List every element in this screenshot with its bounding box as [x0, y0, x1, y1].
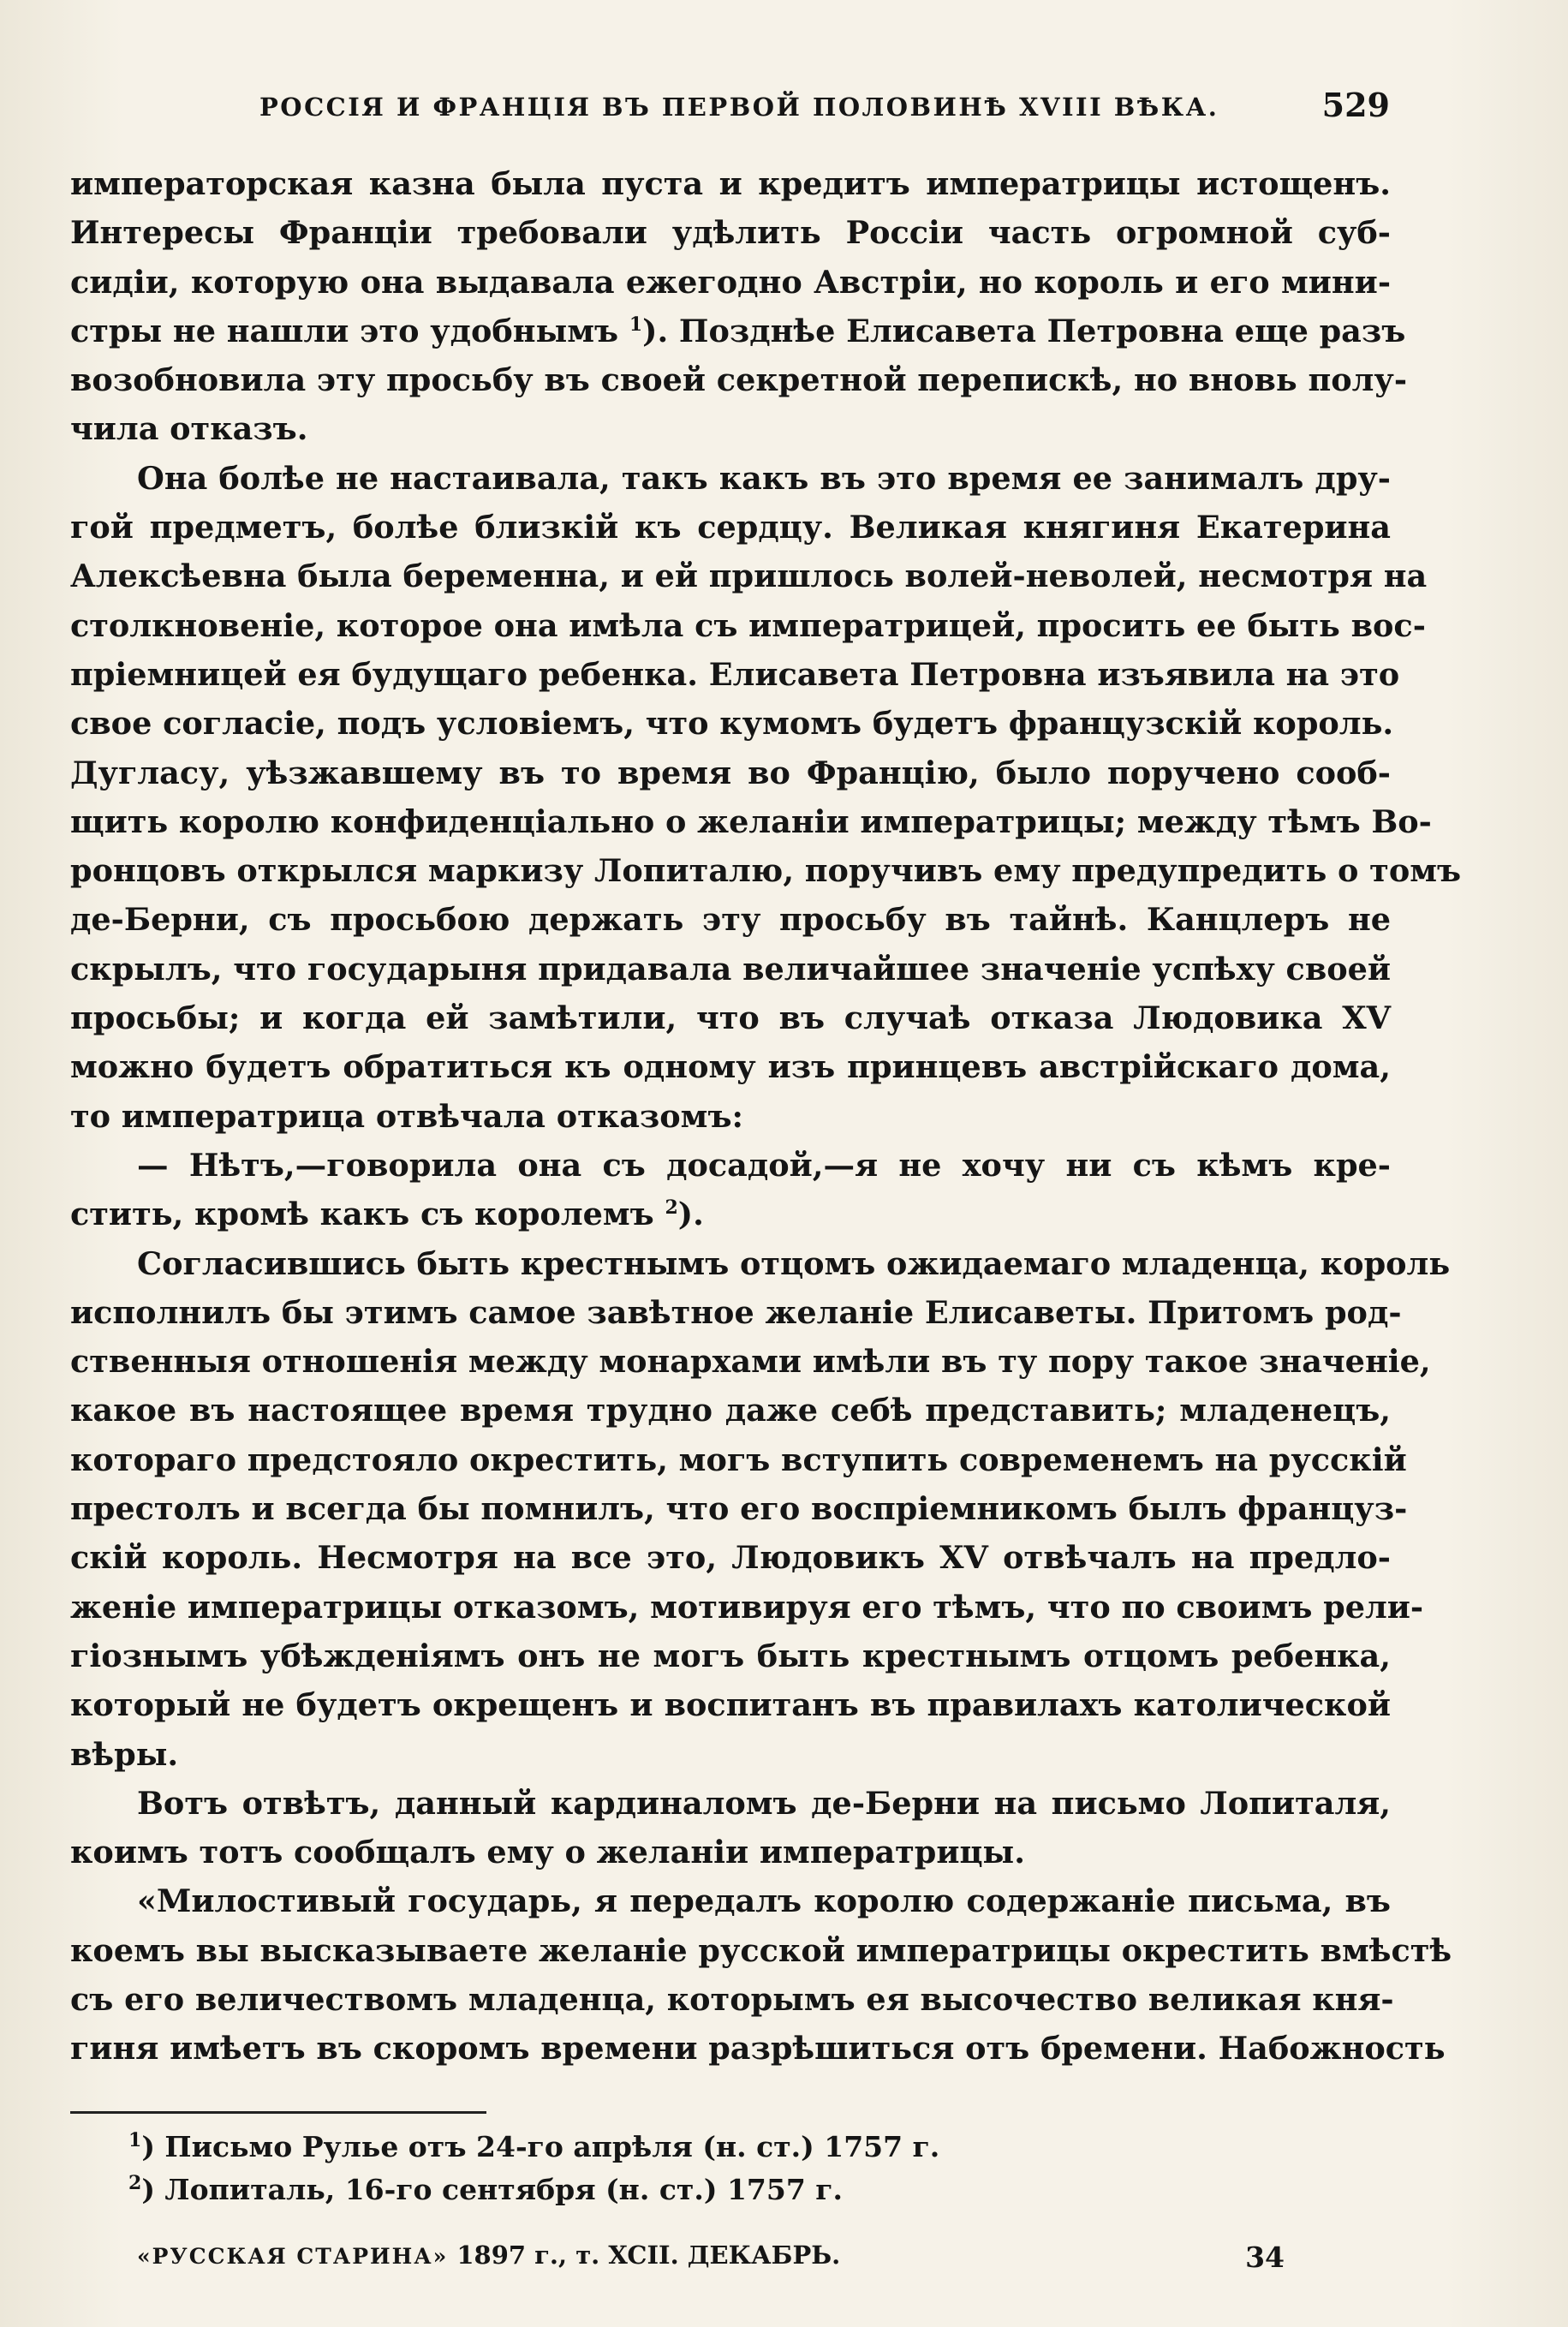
- text-line: Вотъ отвѣтъ, данный кардиналомъ де-Берни на письмо Лопиталя,: [137, 1784, 1391, 1822]
- text-line: гіознымъ убѣжденіямъ онъ не могъ быть крестнымъ отцомъ ребенка,: [70, 1637, 1391, 1674]
- page-footer: [137, 2240, 1285, 2283]
- page-number: 529: [1321, 86, 1390, 124]
- text-line: чила отказъ.: [70, 410, 308, 448]
- text-line: котораго предстояло окрестить, могъ вступить современемъ на русскій: [70, 1441, 1407, 1478]
- text-line: съ его величествомъ младенца, которымъ ея высочество великая кня-: [70, 1980, 1394, 2018]
- text-line: свое согласіе, подъ условіемъ, что кумомъ будетъ французскій король.: [70, 705, 1394, 743]
- text-line: женіе императрицы отказомъ, мотивируя его тѣмъ, что по своимъ рели-: [70, 1588, 1424, 1626]
- text-line: сидіи, которую она выдавала ежегодно Австріи, но король и его мини-: [70, 263, 1391, 301]
- footnote-1: [128, 2126, 1379, 2169]
- text-line: Она болѣе не настаивала, такъ какъ въ это время ее занималъ дру-: [137, 459, 1391, 497]
- paragraph-1: [70, 159, 1408, 454]
- text-line: престолъ и всегда бы помнилъ, что его воспріемникомъ былъ француз-: [70, 1490, 1408, 1528]
- text-line: «Милостивый государь, я передалъ королю содержаніе письма, въ: [137, 1882, 1391, 1920]
- text-line: гой предметъ, болѣе близкій къ сердцу. Великая княгиня Екатерина: [70, 509, 1391, 546]
- sheet-number: 34: [1245, 2240, 1285, 2274]
- text-line: [70, 1190, 1391, 1238]
- journal-info: 1897 г., т. XCII. ДЕКАБРЬ.: [448, 2240, 841, 2270]
- paragraph-4: [70, 1239, 1451, 1779]
- footnote-mark: 2: [128, 2172, 142, 2194]
- text-line: можно будетъ обратиться къ одному изъ принцевъ австрійскаго дома,: [70, 1048, 1391, 1086]
- paragraph-5: [70, 1779, 1391, 1877]
- footnote-text: ) Письмо Рулье отъ 24-го апрѣля (н. ст.) 1757 г.: [141, 2130, 940, 2163]
- journal-signature: [137, 2240, 840, 2270]
- footnote-ref: 2: [665, 1196, 678, 1220]
- journal-title: «РУССКАЯ СТАРИНА»: [137, 2244, 449, 2269]
- text-line: ственныя отношенія между монархами имѣли въ ту пору такое значеніе,: [70, 1343, 1431, 1381]
- text-line: щить королю конфиденціально о желаніи императрицы; между тѣмъ Во-: [70, 803, 1432, 840]
- text-line: гиня имѣетъ въ скоромъ времени разрѣшиться отъ бремени. Набожность: [70, 2030, 1446, 2067]
- text-line: коемъ вы высказываете желаніе русской императрицы окрестить вмѣстѣ: [70, 1931, 1452, 1969]
- footnote-text: ) Лопиталь, 16-го сентября (н. ст.) 1757 г.: [141, 2173, 843, 2206]
- text-fragment: ).: [677, 1196, 704, 1233]
- text-line: Алексѣевна была беременна, и ей пришлось волей-неволей, несмотря на: [70, 558, 1428, 595]
- text-line: какое въ настоящее время трудно даже себѣ представить; младенецъ,: [70, 1392, 1391, 1429]
- paragraph-6: [70, 1877, 1452, 2073]
- text-line: пріемницей ея будущаго ребенка. Елисавета Петровна изъявила на это: [70, 655, 1400, 693]
- body-text: [70, 159, 1462, 2073]
- text-line: столкновеніе, которое она имѣла съ императрицей, просить ее быть вос-: [70, 606, 1426, 644]
- text-line: Согласившись быть крестнымъ отцомъ ожидаемаго младенца, король: [137, 1244, 1451, 1282]
- text-fragment: стры не нашли это удобнымъ: [70, 312, 619, 349]
- text-line: Интересы Франціи требовали удѣлить Россіи часть огромной суб-: [70, 214, 1391, 252]
- text-line: де-Берни, съ просьбою держать эту просьбу въ тайнѣ. Канцлеръ не: [70, 901, 1391, 939]
- footnote-mark: 1: [128, 2129, 142, 2151]
- running-title: РОССІЯ И ФРАНЦІЯ ВЪ ПЕРВОЙ ПОЛОВИНѢ XVIII ВѢКА.: [259, 92, 1219, 122]
- text-line: [70, 307, 1406, 355]
- text-line: скрылъ, что государыня придавала величайшее значеніе успѣху своей: [70, 950, 1392, 987]
- page-header: [75, 82, 1390, 142]
- footnote-ref: 1: [629, 313, 643, 336]
- text-line: исполнилъ бы этимъ самое завѣтное желаніе Елисаветы. Притомъ род-: [70, 1293, 1402, 1331]
- text-line: — Нѣтъ,—говорила она съ досадой,—я не хочу ни съ кѣмъ кре-: [137, 1146, 1391, 1184]
- text-fragment: ). Позднѣе Елисавета Петровна еще разъ: [642, 312, 1406, 349]
- footnote-2: [128, 2169, 1379, 2211]
- text-line: вѣры.: [70, 1735, 179, 1773]
- text-line: скій король. Несмотря на все это, Людовикъ XV отвѣчалъ на предло-: [70, 1539, 1391, 1577]
- text-fragment: стить, кромѣ какъ съ королемъ: [70, 1196, 654, 1233]
- text-line: Дугласу, уѣзжавшему въ то время во Францію, было поручено сооб-: [70, 754, 1391, 791]
- text-line: который не будетъ окрещенъ и воспитанъ въ правилахъ католической: [70, 1686, 1391, 1724]
- text-line: то императрица отвѣчала отказомъ:: [70, 1097, 744, 1135]
- text-line: императорская казна была пуста и кредитъ императрицы истощенъ.: [70, 165, 1391, 202]
- text-line: коимъ тотъ сообщалъ ему о желаніи императрицы.: [70, 1834, 1025, 1871]
- text-line: возобновила эту просьбу въ своей секретной перепискѣ, но вновь полу-: [70, 361, 1408, 399]
- footnotes: [128, 2126, 1379, 2211]
- text-line: просьбы; и когда ей замѣтили, что въ случаѣ отказа Людовика XV: [70, 999, 1391, 1037]
- paragraph-2: [70, 454, 1462, 1141]
- footnote-divider: [70, 2111, 486, 2114]
- paragraph-3: [70, 1141, 1391, 1239]
- text-line: ронцовъ открылся маркизу Лопиталю, поручивъ ему предупредить о томъ: [70, 852, 1462, 890]
